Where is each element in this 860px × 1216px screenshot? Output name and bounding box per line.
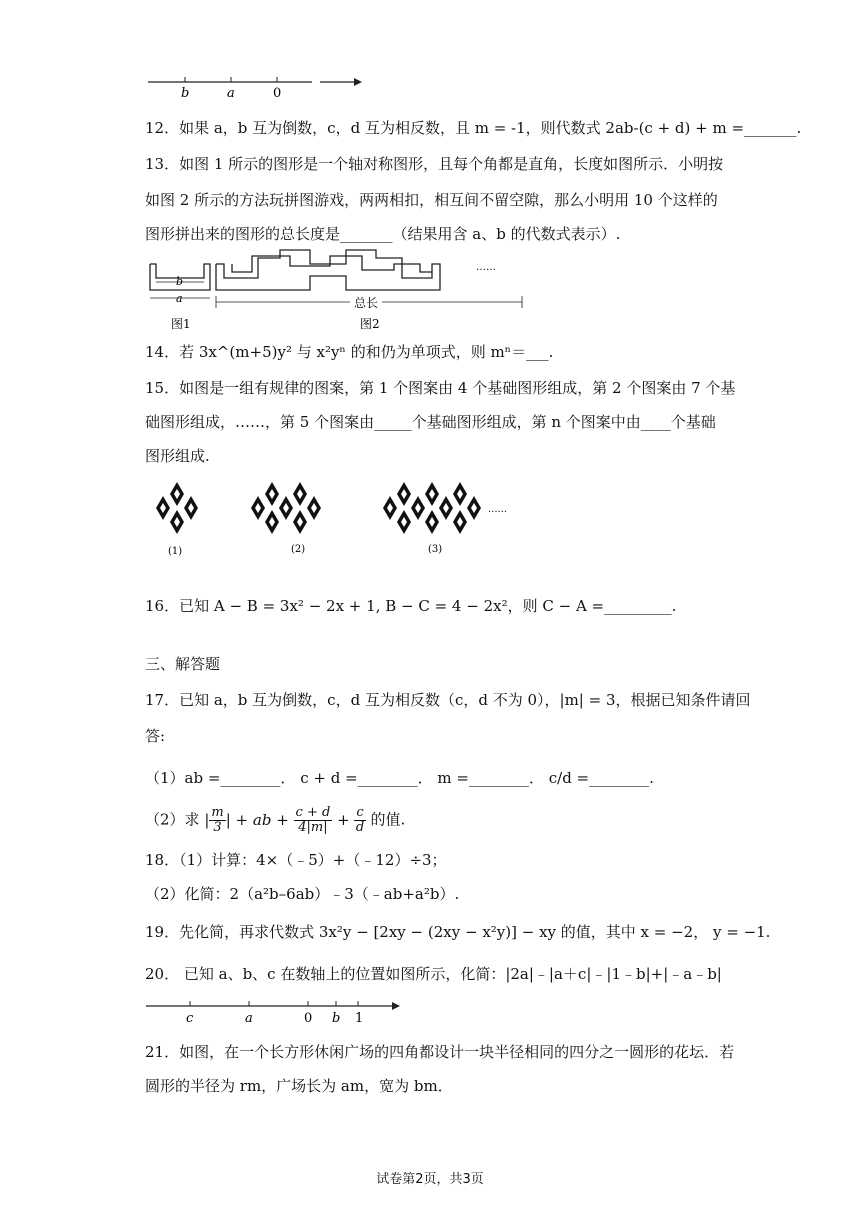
numberline-label-b: b bbox=[181, 86, 190, 101]
question-15-line2: 础图形组成，……，第 5 个图案由_____个基础图形组成，第 n 个图案中由____个基础 bbox=[145, 413, 716, 431]
question-13-line2: 如图 2 所示的方法玩拼图游戏，两两相扣，相互间不留空隙，那么小明用 10 个这样的 bbox=[145, 191, 718, 209]
page-footer: 试卷第2页，共3页 bbox=[376, 1172, 484, 1187]
pattern-2 bbox=[251, 482, 321, 534]
section-3-title: 三、解答题 bbox=[145, 655, 221, 673]
question-21-line1: 21．如图，在一个长方形休闲广场的四角都设计一块半径相同的四分之一圆形的花坛．若 bbox=[145, 1043, 735, 1061]
question-15-line3: 图形组成. bbox=[145, 447, 210, 465]
figure-2-dots: …… bbox=[476, 262, 496, 273]
figure-2-total-label: 总长 bbox=[354, 296, 379, 310]
numberline-top bbox=[140, 72, 370, 102]
numberline-q20-label-b: b bbox=[332, 1011, 341, 1026]
figure-2-shape bbox=[216, 250, 440, 290]
numberline-q20 bbox=[140, 996, 410, 1030]
figure-1-a-label: a bbox=[176, 292, 183, 305]
pattern-3-caption: (3) bbox=[428, 544, 443, 555]
question-17-part1: （1）ab =________． c + d =________． m =________． c/d =________. bbox=[145, 769, 654, 787]
numberline-q20-label-a: a bbox=[245, 1011, 253, 1026]
question-17-part2-suffix: 的值. bbox=[370, 810, 406, 829]
q17-expression: | $\frac{m}{3}$ | + ab + $\frac{c + d}{4|m|}$ + $\frac{c}{d}$ bbox=[204, 805, 365, 835]
question-12: 12．如果 a，b 互为倒数，c，d 互为相反数，且 m = -1，则代数式 2ab-(c + d) + m =_______. bbox=[145, 119, 802, 137]
question-13-line3: 图形拼出来的图形的总长度是_______（结果用含 a、b 的代数式表示）. bbox=[145, 225, 621, 243]
question-14: 14．若 3x^(m+5)y² 与 x²yⁿ 的和仍为单项式，则 mⁿ＝___. bbox=[145, 343, 554, 361]
question-18-part1: 18．（1）计算：4×（﹣5）+（﹣12）÷3； bbox=[145, 851, 447, 869]
question-16: 16．已知 A − B = 3x² − 2x + 1, B − C = 4 − 2x²，则 C − A =_________. bbox=[145, 597, 677, 615]
question-17-part2 bbox=[145, 806, 405, 835]
pattern-1 bbox=[156, 482, 198, 534]
figure-1-b-label: b bbox=[176, 275, 184, 288]
question-17-part2-prefix: （2）求 bbox=[145, 810, 200, 829]
question-13-line1: 13．如图 1 所示的图形是一个轴对称图形，且每个角都是直角，长度如图所示．小明按 bbox=[145, 155, 724, 173]
numberline-q20-label-0: 0 bbox=[304, 1011, 313, 1026]
question-17-line2: 答: bbox=[145, 727, 166, 745]
question-15-line1: 15．如图是一组有规律的图案，第 1 个图案由 4 个基础图形组成，第 2 个图案由 7 个基 bbox=[145, 379, 736, 397]
numberline-q20-label-c: c bbox=[186, 1011, 194, 1026]
pattern-dots: ...... bbox=[488, 504, 508, 515]
numberline-label-a: a bbox=[227, 86, 235, 101]
pattern-1-caption: (1) bbox=[168, 546, 183, 557]
question-19: 19．先化简，再求代数式 3x²y − [2xy − (2xy − x²y)] − xy 的值，其中 x = −2， y = −1. bbox=[145, 923, 771, 941]
numberline-label-0: 0 bbox=[273, 86, 282, 101]
question-17-line1: 17．已知 a，b 互为倒数，c，d 互为相反数（c，d 不为 0），|m| = 3，根据已知条件请回 bbox=[145, 691, 751, 709]
pattern-2-caption: (2) bbox=[291, 544, 306, 555]
figure-2-caption: 图2 bbox=[360, 317, 380, 331]
question-20: 20． 已知 a、b、c 在数轴上的位置如图所示，化简：|2a|﹣|a＋c|﹣|1﹣b|+|﹣a﹣b| bbox=[145, 965, 722, 983]
pattern-3 bbox=[383, 482, 481, 534]
question-21-line2: 圆形的半径为 rm，广场长为 am，宽为 bm． bbox=[145, 1077, 453, 1095]
question-18-part2: （2）化简：2（a²b–6ab）﹣3（﹣ab+a²b）. bbox=[145, 885, 460, 903]
numberline-q20-label-1: 1 bbox=[355, 1011, 364, 1026]
q15-patterns bbox=[140, 476, 530, 562]
q13-figures bbox=[140, 248, 540, 334]
figure-1-caption: 图1 bbox=[171, 317, 191, 331]
